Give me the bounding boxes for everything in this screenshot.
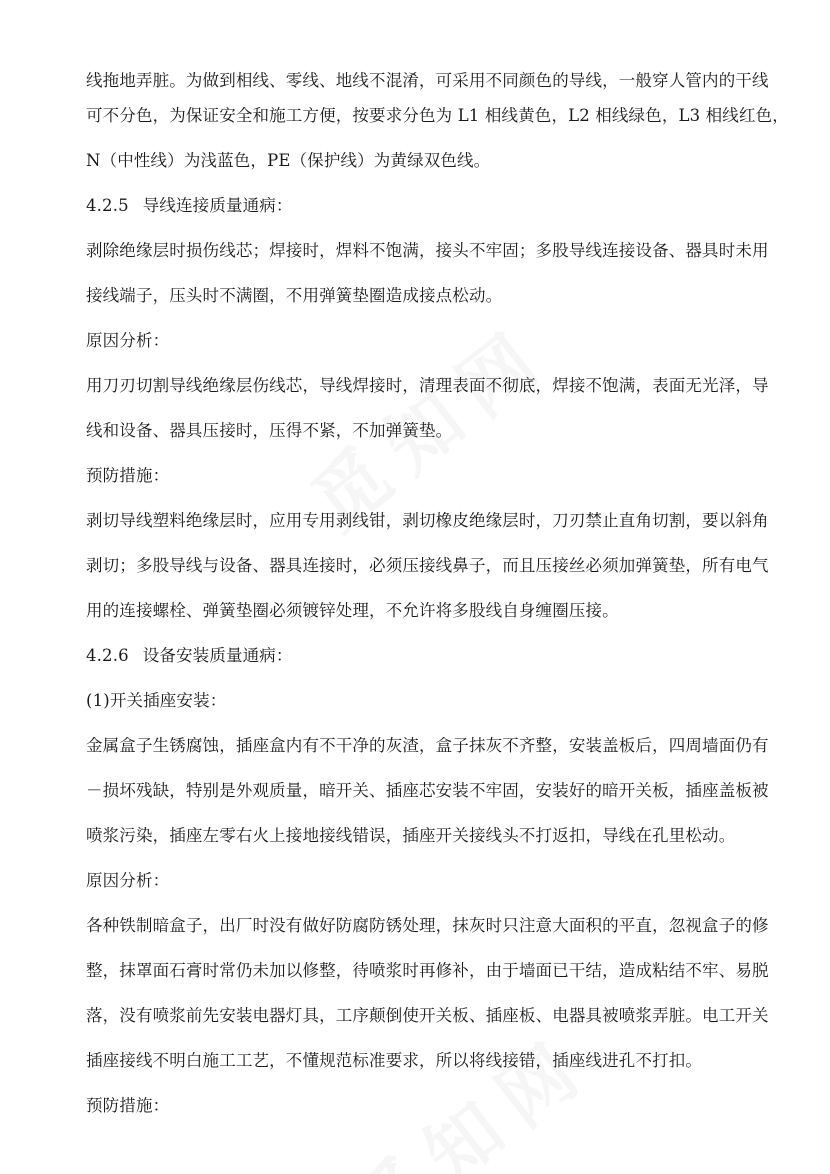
subheading-cause-analysis: 原因分析： (86, 331, 170, 350)
text-line: 整，抹罩面石膏时常仍未加以修整，待喷浆时再修补，由于墙面已干结，造成粘结不牢、易脱 (86, 961, 769, 980)
text-line: 剥除绝缘层时损伤线芯；焊接时，焊料不饱满，接头不牢固；多股导线连接设备、器具时未用 (86, 241, 769, 260)
text-line: 线和设备、器具压接时，压得不紧，不加弹簧垫。 (86, 421, 453, 440)
text-line: 可不分色，为保证安全和施工方便，按要求分色为 L1 相线黄色，L2 相线绿色，L3 相线红色， (86, 106, 789, 125)
text-line: 用的连接螺栓、弹簧垫圈必须镀锌处理，不允许将多股线自身缠圈压接。 (86, 601, 619, 620)
subheading-cause-analysis: 原因分析： (86, 871, 170, 890)
text-line: 剥切；多股导线与设备、器具连接时，必须压接线鼻子，而且压接丝必须加弹簧垫，所有电气 (86, 556, 769, 575)
subheading-switch-socket: (1)开关插座安装： (86, 691, 227, 710)
section-title: 设备安装质量通病： (142, 646, 293, 665)
section-heading-4-2-5 (86, 183, 776, 228)
text-line: 用刀刃切割导线绝缘层伤线芯，导线焊接时，清理表面不彻底，焊接不饱满，表面无光泽，导 (86, 376, 769, 395)
text-line: 接线端子，压头时不满圈，不用弹簧垫圈造成接点松动。 (86, 286, 503, 305)
text-line: 插座接线不明白施工工艺，不懂规范标准要求，所以将线接错，插座线进孔不打扣。 (86, 1051, 703, 1070)
section-heading-4-2-6 (86, 633, 776, 678)
text-line: N（中性线）为浅蓝色，PE（保护线）为黄绿双色线。 (86, 151, 491, 170)
text-line: 线拖地弄脏。为做到相线、零线、地线不混淆，可采用不同颜色的导线，一般穿人管内的干线 (86, 71, 769, 90)
subheading-prevention: 预防措施： (86, 1096, 170, 1115)
text-line: 喷浆污染，插座左零右火上接地接线错误，插座开关接线头不打返扣，导线在孔里松动。 (86, 826, 736, 845)
section-number: 4.2.5 (86, 196, 129, 215)
section-number: 4.2.6 (86, 646, 129, 665)
text-line: 金属盒子生锈腐蚀，插座盒内有不干净的灰渣，盒子抹灰不齐整，安装盖板后，四周墙面仍有 (86, 736, 769, 755)
text-line: 各种铁制暗盒子，出厂时没有做好防腐防锈处理，抹灰时只注意大面积的平直，忽视盒子的修 (86, 916, 769, 935)
text-line: －损坏残缺，特别是外观质量，暗开关、插座芯安装不牢固，安装好的暗开关板，插座盖板被 (86, 781, 769, 800)
text-line: 落，没有喷浆前先安装电器灯具，工序颠倒使开关板、插座板、电器具被喷浆弄脏。电工开关 (86, 1006, 769, 1025)
text-line: 剥切导线塑料绝缘层时，应用专用剥线钳，剥切橡皮绝缘层时，刀刃禁止直角切割，要以斜角 (86, 511, 769, 530)
section-title: 导线连接质量通病： (142, 196, 293, 215)
subheading-prevention: 预防措施： (86, 466, 170, 485)
